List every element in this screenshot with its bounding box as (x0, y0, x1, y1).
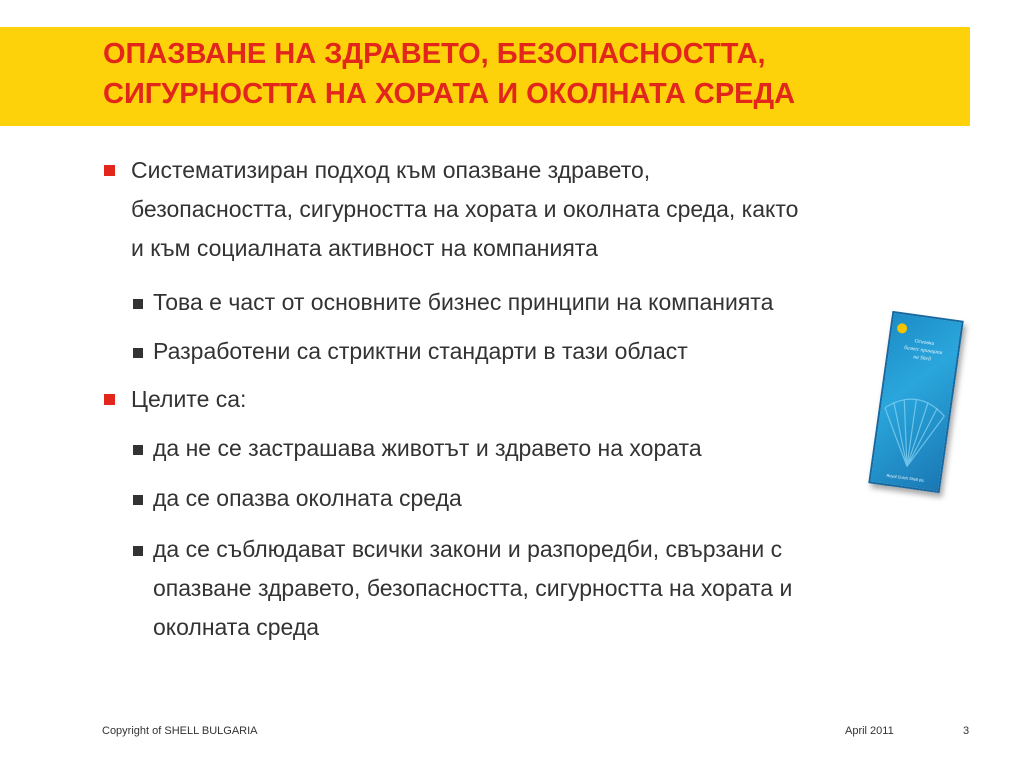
bullet-text-line: Систематизиран подход към опазване здравето, (131, 157, 651, 183)
bullet-item-level2 (153, 479, 853, 518)
page-number: 3 (963, 725, 970, 737)
gray-square-bullet-icon (133, 495, 143, 505)
bullet-text-line: да се съблюдават всички закони и разпоредби, свързани с (153, 536, 783, 562)
bullet-text-line: да се опазва околната среда (153, 485, 462, 511)
gray-square-bullet-icon (133, 348, 143, 358)
bullet-item-level2 (153, 429, 853, 468)
shell-logo-icon (896, 323, 907, 334)
bullet-text-line: Разработени са стриктни стандарти в тази област (153, 338, 688, 364)
gray-square-bullet-icon (133, 445, 143, 455)
red-square-bullet-icon (104, 165, 115, 176)
red-square-bullet-icon (104, 394, 115, 405)
gray-square-bullet-icon (133, 546, 143, 556)
bullet-text-line: Целите са: (131, 386, 247, 412)
bullet-text-line: опазване здравето, безопасността, сигурността на хората и (153, 575, 793, 601)
footer-copyright: Copyright of SHELL BULGARIA (102, 725, 258, 737)
booklet-footer-text: Royal Dutch Shell plc (886, 472, 925, 483)
bullet-text-line: да не се застрашава животът и здравето на хората (153, 435, 702, 461)
bullet-text-line: безопасността, сигурността на хората и околната среда, както (131, 196, 799, 222)
booklet-title-line: Основни (914, 338, 935, 347)
gray-square-bullet-icon (133, 299, 143, 309)
slide-title-line-1: ОПАЗВАНЕ НА ЗДРАВЕТО, БЕЗОПАСНОСТТА, (103, 38, 766, 70)
shell-ribs-graphic (877, 395, 946, 471)
bullet-item-level1 (131, 151, 861, 268)
booklet-title-line: на Shell (912, 354, 932, 363)
bullet-item-level1 (131, 380, 861, 419)
footer-date: April 2011 (845, 725, 894, 737)
bullet-text-line: околната среда (153, 614, 320, 640)
booklet-title-line: бизнес принципи (903, 344, 943, 357)
bullet-item-level2 (153, 530, 853, 647)
slide-title-line-2: СИГУРНОСТТА НА ХОРАТА И ОКОЛНАТА СРЕДА (103, 78, 796, 110)
bullet-text-line: и към социалната активност на компанията (131, 235, 598, 261)
bullet-item-level2 (153, 332, 853, 371)
bullet-text-line: Това е част от основните бизнес принципи на компанията (153, 289, 774, 315)
bullet-item-level2 (153, 283, 853, 322)
